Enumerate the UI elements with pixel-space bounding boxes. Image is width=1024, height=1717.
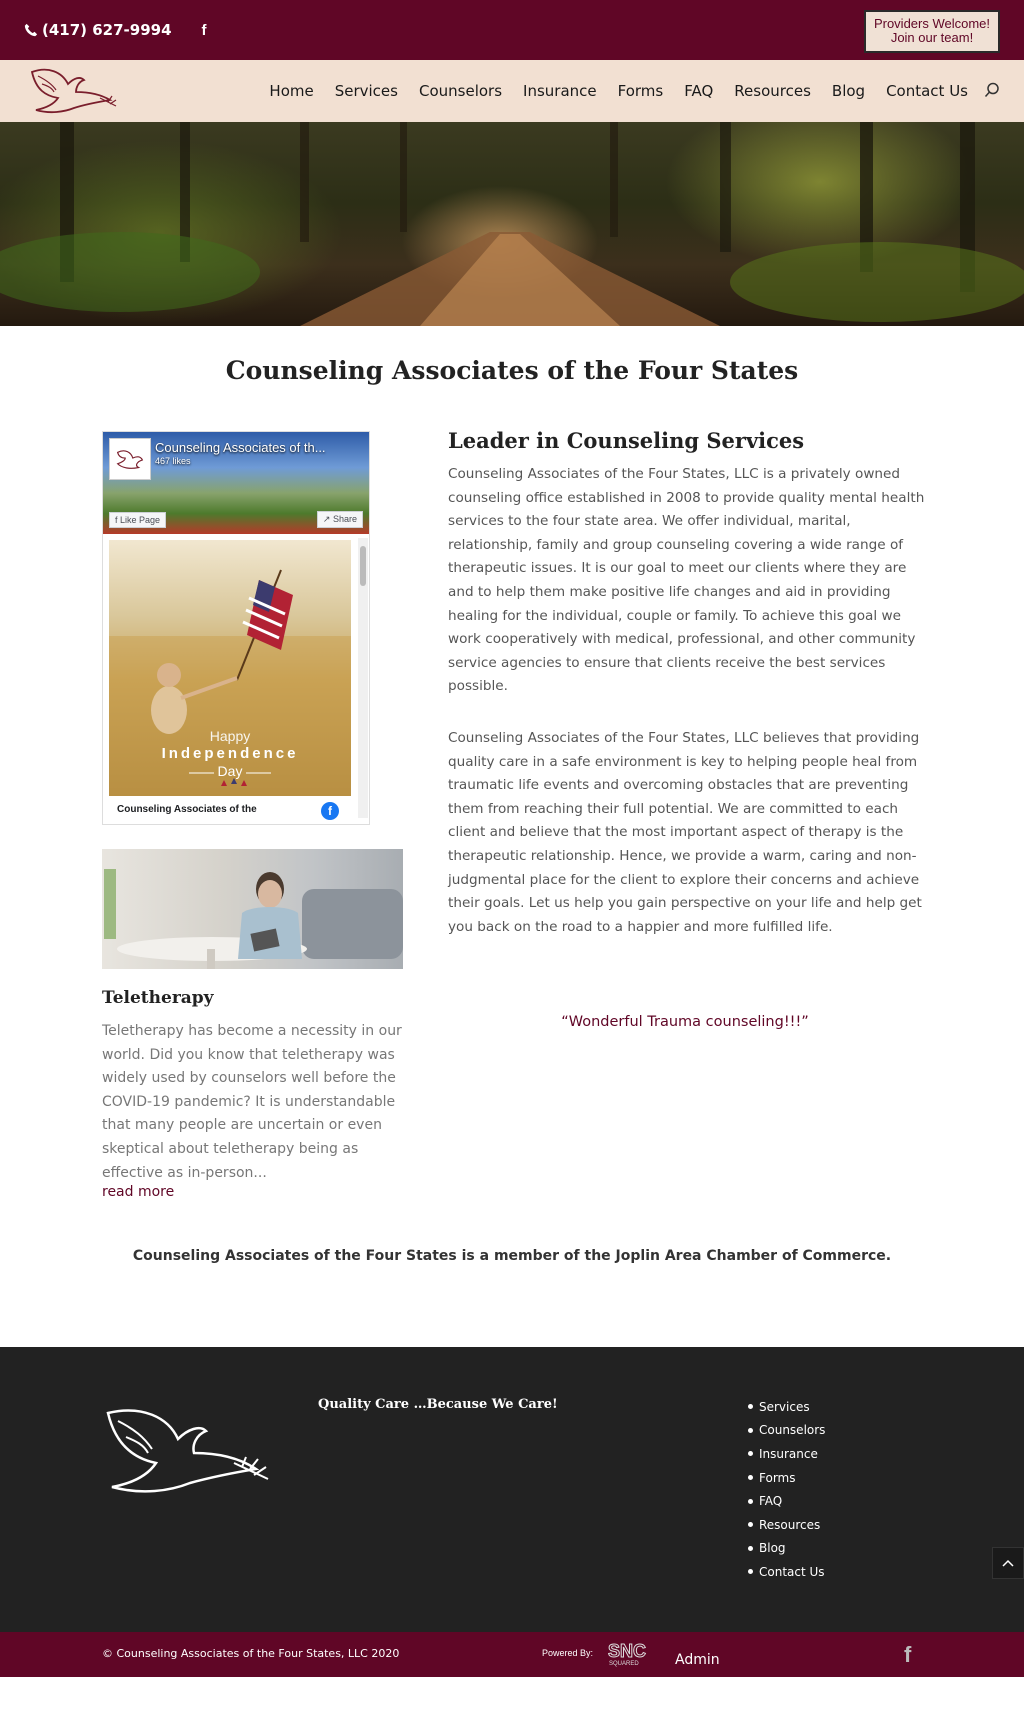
like-page-label: Like Page xyxy=(120,515,161,525)
nav-item-home[interactable]: Home xyxy=(269,82,314,100)
bottom-bar xyxy=(0,1632,1024,1677)
footer-menu xyxy=(748,1395,825,1584)
nav-item-forms[interactable]: Forms xyxy=(617,82,664,100)
footer-tagline: Quality Care …Because We Care! xyxy=(318,1397,558,1412)
phone-number: (417) 627-9994 xyxy=(42,21,172,39)
teletherapy-excerpt: Teletherapy has become a necessity in our world. Did you know that teletherapy was widely used by counselors well before the COVID-19 pandemic? It is understandable that many people are uncertain or even skeptical about teletherapy being as effective as in-person... xyxy=(102,1023,402,1181)
facebook-icon[interactable]: f xyxy=(904,1642,912,1667)
nav-item-contact-us[interactable]: Contact Us xyxy=(886,82,968,100)
providers-welcome-button[interactable] xyxy=(864,10,1000,53)
nav-links xyxy=(269,60,968,122)
post-independence-text: Independence xyxy=(161,745,299,762)
nav-item-counselors[interactable]: Counselors xyxy=(418,82,503,100)
facebook-widget-scrollbar[interactable] xyxy=(358,538,368,818)
facebook-icon[interactable]: f xyxy=(321,802,339,820)
teletherapy-illustration xyxy=(102,849,403,969)
snc-squared-logo[interactable] xyxy=(608,1640,660,1668)
footer-link-resources[interactable]: Resources xyxy=(748,1513,825,1537)
teletherapy-title[interactable]: Teletherapy xyxy=(102,988,214,1008)
phone-icon xyxy=(24,23,38,37)
share-icon: ↗ xyxy=(322,514,333,524)
about-section xyxy=(448,428,928,939)
facebook-page-widget[interactable] xyxy=(102,431,370,825)
share-button[interactable] xyxy=(317,511,363,528)
post-happy-text: Happy xyxy=(209,728,251,744)
providers-line2: Join our team! xyxy=(890,30,974,45)
about-paragraph-2: Counseling Associates of the Four States, LLC believes that providing quality care in a safe environment is key to helping people heal from traumatic life events and overcoming obstacles that are preventing them from reaching their full potential. We are committed to each client and believe that the most important aspect of therapy is the therapeutic relationship. Hence, we provide a warm, caring and non-judgmental place for the client to explore their concerns and achieve their goals. Let us help you gain perspective on your life and help get you back on the road to a happier and more fulfilled life. xyxy=(448,729,922,935)
forest-path-illustration xyxy=(0,122,1024,326)
leader-heading: Leader in Counseling Services xyxy=(448,428,805,453)
read-more-link[interactable]: read more xyxy=(102,1184,175,1200)
hero-forest-image xyxy=(0,122,1024,326)
chamber-note: Counseling Associates of the Four States is a member of the Joplin Area Chamber of Commerce. xyxy=(132,1248,892,1264)
svg-text:SNC: SNC xyxy=(608,1641,647,1661)
page-avatar xyxy=(109,438,151,480)
about-paragraph-1: Counseling Associates of the Four States, LLC is a privately owned counseling office established in 2008 to provide quality mental health services to the four state area. We offer individual, marital, relationship, family and group counseling covering a wide range of therapeutic issues. It is our goal to meet our clients where they are and to help them make positive life changes and aid in providing healing for the individual, couple or family. To achieve this goal we work cooperatively with medical, professional, and other community service agencies to ensure that clients receive the best services possible. xyxy=(448,466,925,695)
footer-link-forms[interactable]: Forms xyxy=(748,1466,825,1490)
main-navigation xyxy=(0,60,1024,122)
facebook-cover xyxy=(103,432,369,534)
nav-item-resources[interactable]: Resources xyxy=(734,82,811,100)
footer-link-faq[interactable]: FAQ xyxy=(748,1489,825,1513)
providers-line1: Providers Welcome! xyxy=(873,16,991,31)
chevron-up-icon xyxy=(1002,1559,1014,1567)
dove-logo-white xyxy=(102,1399,274,1503)
site-footer xyxy=(0,1347,1024,1632)
dove-logo[interactable] xyxy=(28,62,120,120)
testimonial-quote: “Wonderful Trauma counseling!!!” xyxy=(561,1014,809,1030)
nav-item-insurance[interactable]: Insurance xyxy=(523,82,597,100)
footer-link-contact-us[interactable]: Contact Us xyxy=(748,1560,825,1584)
footer-link-blog[interactable]: Blog xyxy=(748,1537,825,1561)
scrollbar-thumb[interactable] xyxy=(360,546,366,586)
nav-item-faq[interactable]: FAQ xyxy=(684,82,714,100)
back-to-top-button[interactable] xyxy=(992,1547,1024,1579)
top-bar xyxy=(0,0,1024,60)
facebook-likes-count: 467 likes xyxy=(155,456,191,466)
facebook-icon[interactable]: f xyxy=(201,21,207,39)
share-label: Share xyxy=(332,514,357,524)
facebook-post-author[interactable]: Counseling Associates of the xyxy=(117,804,257,815)
svg-text:SQUARED: SQUARED xyxy=(609,1661,639,1667)
copyright-text: © Counseling Associates of the Four States, LLC 2020 xyxy=(102,1647,400,1660)
page-title: Counseling Associates of the Four States xyxy=(225,356,799,385)
nav-item-services[interactable]: Services xyxy=(334,82,398,100)
nav-item-blog[interactable]: Blog xyxy=(831,82,866,100)
facebook-page-name[interactable]: Counseling Associates of th... xyxy=(155,440,326,455)
search-icon[interactable] xyxy=(984,82,1000,98)
footer-link-counselors[interactable]: Counselors xyxy=(748,1419,825,1443)
main-content xyxy=(0,396,1024,1246)
like-page-button[interactable] xyxy=(109,512,166,528)
phone-link[interactable] xyxy=(24,21,172,39)
powered-by-label: Powered By: xyxy=(542,1648,594,1658)
footer-link-services[interactable]: Services xyxy=(748,1395,825,1419)
facebook-post-image[interactable] xyxy=(109,540,351,796)
teletherapy-image[interactable] xyxy=(102,849,403,969)
admin-link[interactable]: Admin xyxy=(675,1652,720,1668)
post-day-text: Day xyxy=(217,763,243,779)
facebook-small-icon: f xyxy=(115,515,121,525)
footer-link-insurance[interactable]: Insurance xyxy=(748,1442,825,1466)
